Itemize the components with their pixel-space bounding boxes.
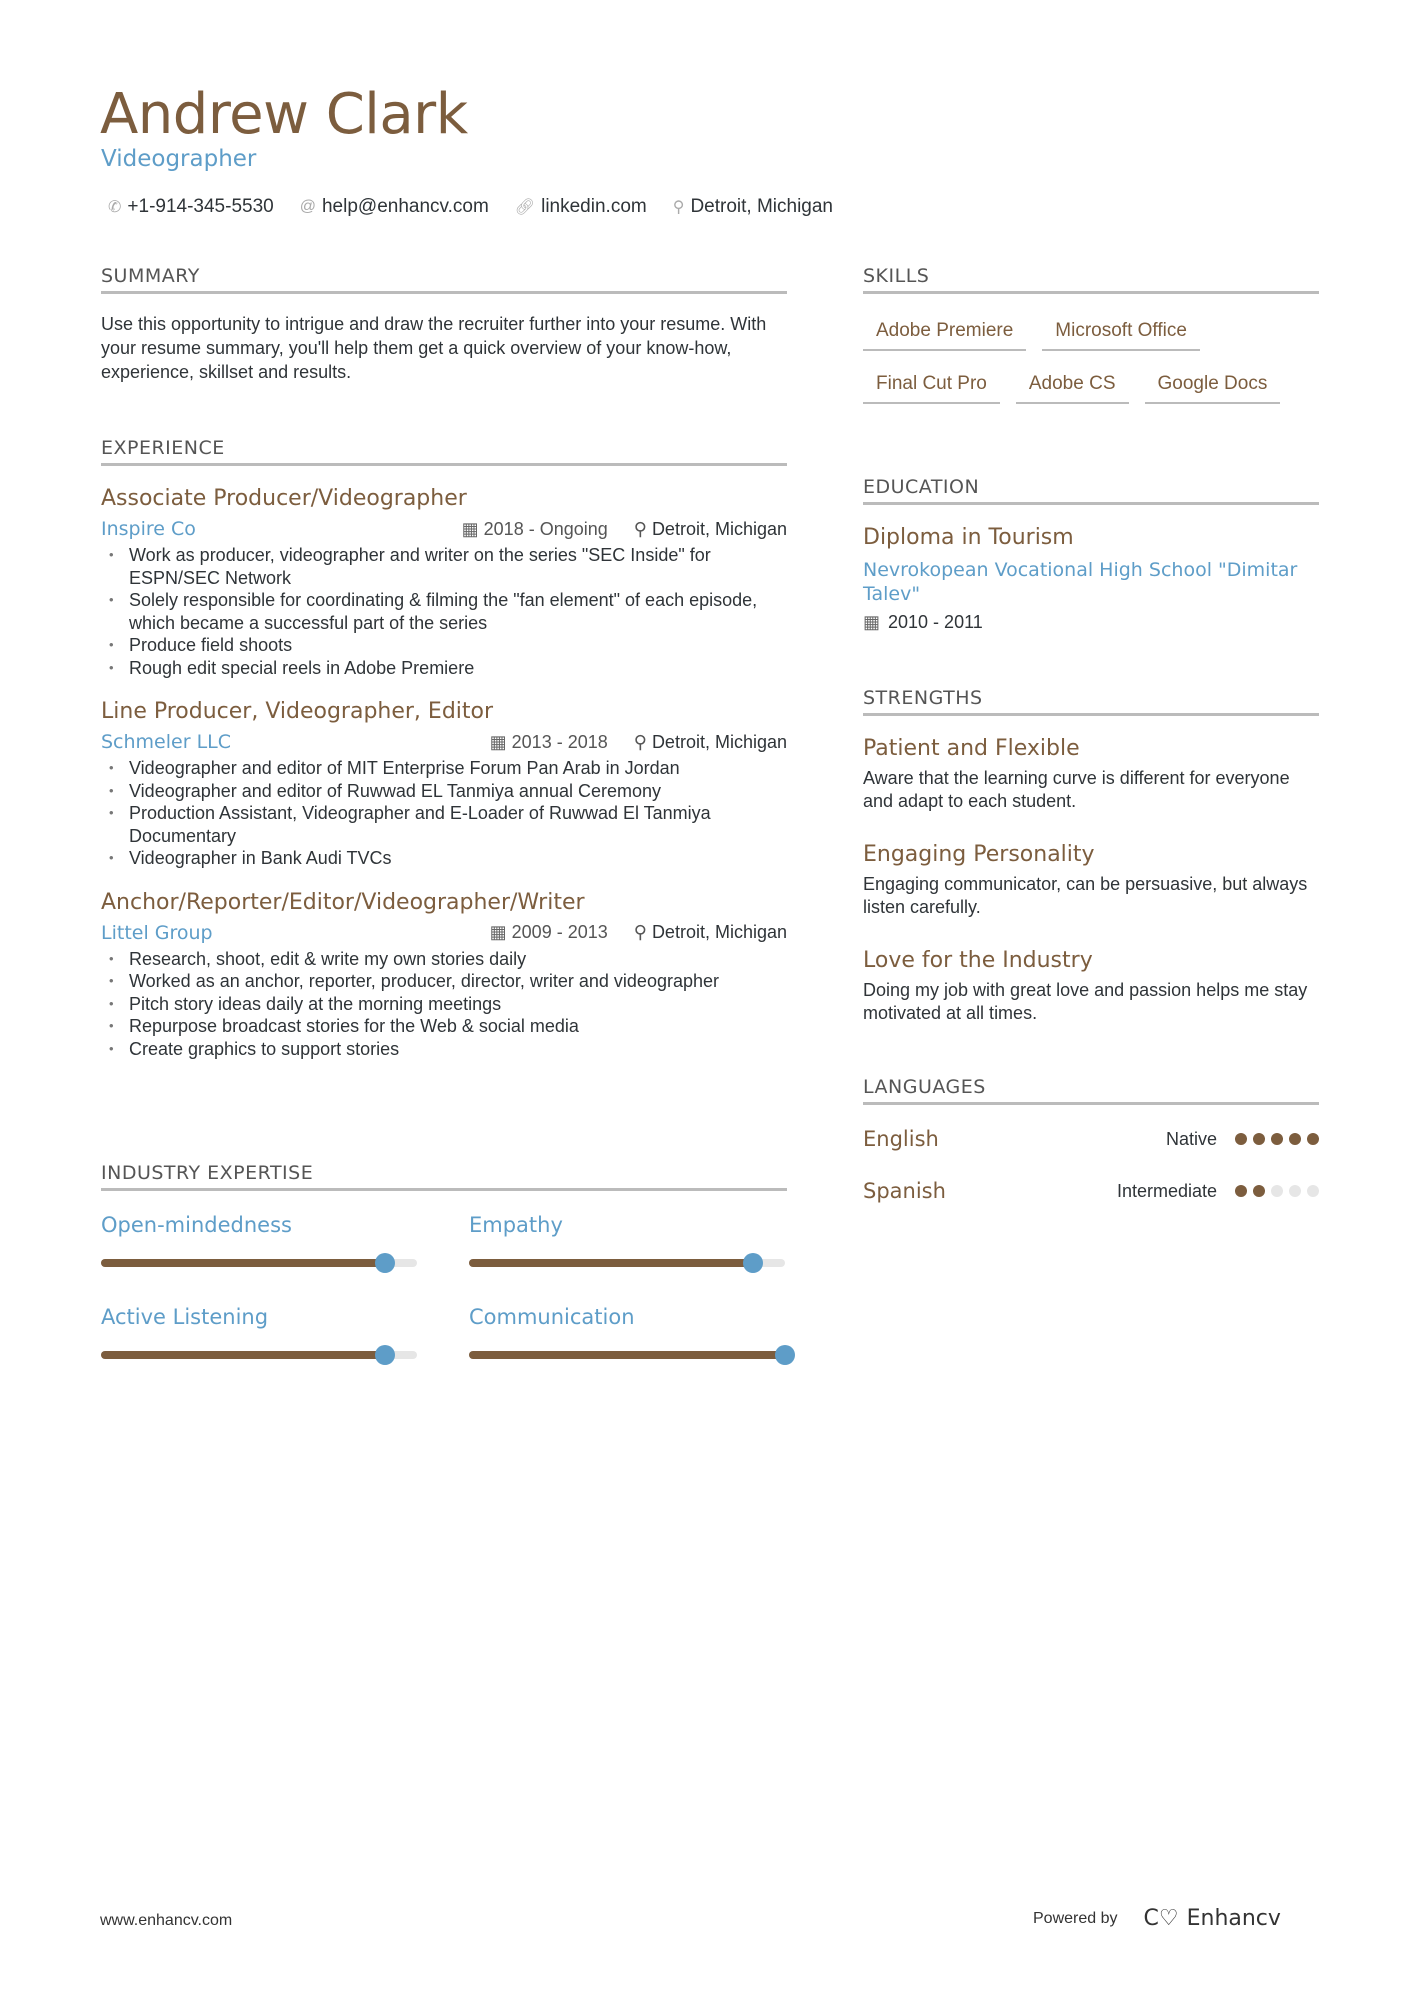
level-dot bbox=[1289, 1185, 1301, 1197]
bullet: • Videographer in Bank Audi TVCs bbox=[101, 847, 787, 870]
level-dot bbox=[1289, 1133, 1301, 1145]
summary-text: Use this opportunity to intrigue and draw the recruiter further into your resume. With your resume summary, you'll help them get a quick overview of your know-how, experience, skillset and results. bbox=[101, 314, 767, 382]
school: Nevrokopean Vocational High School "Dimitar Talev" bbox=[863, 559, 1298, 605]
expertise-label: Empathy bbox=[469, 1213, 563, 1237]
section-heading: SKILLS bbox=[863, 265, 1319, 294]
powered-by-text: Powered by bbox=[1033, 1909, 1118, 1927]
level-dot bbox=[1235, 1133, 1247, 1145]
bullet: • Production Assistant, Videographer and E-Loader of Ruwwad El Tanmiya Documentary bbox=[101, 802, 787, 847]
level-dots bbox=[1235, 1185, 1319, 1197]
expertise-item bbox=[101, 1305, 417, 1359]
location-icon: ⚲ bbox=[633, 731, 652, 752]
company: Schmeler LLC bbox=[101, 731, 232, 753]
expertise-bar bbox=[469, 1259, 785, 1267]
bullet: • Create graphics to support stories bbox=[101, 1038, 787, 1061]
experience-section bbox=[101, 437, 787, 1060]
expertise-bar bbox=[101, 1259, 417, 1267]
expertise-label: Active Listening bbox=[101, 1305, 269, 1329]
expertise-fill bbox=[469, 1259, 753, 1267]
section-heading: LANGUAGES bbox=[863, 1076, 1319, 1105]
job-entry bbox=[101, 486, 787, 679]
contact-linkedin[interactable] bbox=[515, 196, 647, 218]
expertise-label: Communication bbox=[469, 1305, 635, 1329]
strength-title: Love for the Industry bbox=[863, 948, 1093, 973]
job-location: Detroit, Michigan bbox=[651, 922, 787, 942]
calendar-icon: ▦ bbox=[863, 612, 881, 632]
job-dates: 2009 - 2013 bbox=[511, 922, 608, 942]
strength-title: Engaging Personality bbox=[863, 842, 1095, 867]
job-dates: 2013 - 2018 bbox=[511, 731, 608, 752]
section-heading: SUMMARY bbox=[101, 265, 787, 294]
job-location: Detroit, Michigan bbox=[651, 731, 787, 752]
job-bullets bbox=[101, 757, 787, 870]
level-dot bbox=[1253, 1133, 1265, 1145]
at-icon: @ bbox=[299, 198, 316, 215]
contact-phone bbox=[108, 196, 274, 218]
job-location: Detroit, Michigan bbox=[651, 518, 787, 539]
company: Littel Group bbox=[101, 921, 213, 944]
expertise-knob bbox=[375, 1345, 395, 1365]
bullet: • Worked as an anchor, reporter, producer, director, writer and videographer bbox=[101, 970, 787, 993]
section-heading: INDUSTRY EXPERTISE bbox=[101, 1162, 787, 1191]
calendar-icon: ▦ bbox=[461, 518, 484, 539]
strength-item bbox=[863, 842, 1319, 918]
skill-tag: Microsoft Office bbox=[1042, 316, 1200, 351]
section-heading: EDUCATION bbox=[863, 476, 1319, 505]
skill-tag: Adobe CS bbox=[1016, 369, 1129, 404]
languages-section bbox=[863, 1076, 1319, 1203]
strength-text: Aware that the learning curve is different for everyone and adapt to each student. bbox=[863, 768, 1290, 811]
calendar-icon: ▦ bbox=[489, 922, 512, 942]
language-name: Spanish bbox=[863, 1179, 946, 1203]
dates-text: 2010 - 2011 bbox=[888, 612, 983, 632]
job-title: Associate Producer/Videographer bbox=[101, 486, 467, 511]
expertise-fill bbox=[469, 1351, 785, 1359]
strength-text: Engaging communicator, can be persuasive, but always listen carefully. bbox=[863, 874, 1308, 917]
phone-text: +1-914-345-5530 bbox=[127, 196, 274, 217]
email-text[interactable]: help@enhancv.com bbox=[321, 196, 489, 217]
phone-icon: ✆ bbox=[108, 199, 122, 216]
footer-powered bbox=[1033, 1906, 1281, 1931]
expertise-bar bbox=[469, 1351, 785, 1359]
section-heading: EXPERIENCE bbox=[101, 437, 787, 466]
skill-tag: Final Cut Pro bbox=[863, 369, 1000, 404]
bullet: • Videographer and editor of Ruwwad EL Tanmiya annual Ceremony bbox=[101, 780, 787, 803]
language-level: Native bbox=[1165, 1128, 1217, 1149]
contact-email[interactable] bbox=[300, 196, 489, 218]
enhancv-logo-icon: C♡ bbox=[1143, 1906, 1179, 1931]
expertise-bar bbox=[101, 1351, 417, 1359]
job-title: Anchor/Reporter/Editor/Videographer/Writer bbox=[101, 889, 585, 915]
location-icon: ⚲ bbox=[672, 199, 685, 216]
level-dot bbox=[1271, 1185, 1283, 1197]
contact-location bbox=[673, 196, 833, 218]
expertise-knob bbox=[743, 1253, 763, 1273]
level-dots bbox=[1235, 1133, 1319, 1145]
section-heading: STRENGTHS bbox=[863, 687, 1319, 716]
brand-text: Enhancv bbox=[1186, 1906, 1281, 1931]
job-meta bbox=[101, 518, 787, 540]
location-icon: ⚲ bbox=[633, 518, 652, 539]
job-entry bbox=[101, 699, 787, 870]
expertise-item bbox=[469, 1213, 785, 1267]
strength-item bbox=[863, 736, 1319, 812]
language-item bbox=[863, 1179, 1319, 1203]
expertise-label: Open-mindedness bbox=[101, 1213, 292, 1237]
calendar-icon: ▦ bbox=[489, 731, 512, 752]
expertise-item bbox=[469, 1305, 785, 1359]
job-bullets bbox=[101, 948, 787, 1061]
job-meta bbox=[101, 922, 787, 944]
summary-section bbox=[101, 265, 787, 384]
expertise-section bbox=[101, 1162, 787, 1359]
contact-bar bbox=[108, 196, 833, 218]
skill-tag: Google Docs bbox=[1145, 369, 1281, 404]
level-dot bbox=[1307, 1185, 1319, 1197]
level-dot bbox=[1253, 1185, 1265, 1197]
language-name: English bbox=[863, 1127, 939, 1151]
expertise-knob bbox=[375, 1253, 395, 1273]
expertise-item bbox=[101, 1213, 417, 1267]
level-dot bbox=[1271, 1133, 1283, 1145]
bullet: • Solely responsible for coordinating & filming the "fan element" of each episode, which became a successful part of the series bbox=[101, 589, 787, 634]
expertise-fill bbox=[101, 1351, 385, 1359]
bullet: • Repurpose broadcast stories for the Web & social media bbox=[101, 1015, 787, 1038]
job-entry bbox=[101, 890, 787, 1061]
link-icon: 🔗︎ bbox=[514, 199, 536, 216]
bullet: • Videographer and editor of MIT Enterprise Forum Pan Arab in Jordan bbox=[101, 757, 787, 780]
job-title: Line Producer, Videographer, Editor bbox=[101, 699, 494, 724]
skills-section bbox=[863, 265, 1319, 404]
job-dates: 2018 - Ongoing bbox=[483, 518, 608, 539]
location-icon: ⚲ bbox=[633, 922, 652, 942]
bullet: • Work as producer, videographer and writer on the series "SEC Inside" for ESPN/SEC Network bbox=[101, 544, 787, 589]
candidate-name: Andrew Clark bbox=[100, 82, 468, 147]
location-text: Detroit, Michigan bbox=[690, 196, 833, 217]
company: Inspire Co bbox=[101, 518, 196, 540]
job-bullets bbox=[101, 544, 787, 679]
language-item bbox=[863, 1127, 1319, 1151]
strength-item bbox=[863, 948, 1319, 1024]
bullet: • Research, shoot, edit & write my own stories daily bbox=[101, 948, 787, 971]
expertise-knob bbox=[775, 1345, 795, 1365]
bullet: • Rough edit special reels in Adobe Premiere bbox=[101, 657, 787, 680]
education-section bbox=[863, 476, 1319, 633]
enhancv-logo[interactable] bbox=[1144, 1906, 1281, 1931]
level-dot bbox=[1235, 1185, 1247, 1197]
bullet: • Produce field shoots bbox=[101, 634, 787, 657]
linkedin-text[interactable]: linkedin.com bbox=[541, 196, 647, 217]
job-meta bbox=[101, 731, 787, 753]
language-level: Intermediate bbox=[1116, 1180, 1217, 1201]
skill-tag: Adobe Premiere bbox=[863, 316, 1026, 351]
strength-title: Patient and Flexible bbox=[863, 736, 1080, 761]
degree: Diploma in Tourism bbox=[863, 525, 1074, 550]
strength-text: Doing my job with great love and passion helps me stay motivated at all times. bbox=[863, 980, 1308, 1023]
candidate-title: Videographer bbox=[101, 146, 257, 172]
strengths-section bbox=[863, 687, 1319, 1024]
footer-url[interactable]: www.enhancv.com bbox=[100, 1912, 233, 1929]
education-dates bbox=[863, 612, 1319, 633]
expertise-fill bbox=[101, 1259, 385, 1267]
level-dot bbox=[1307, 1133, 1319, 1145]
bullet: • Pitch story ideas daily at the morning meetings bbox=[101, 993, 787, 1016]
